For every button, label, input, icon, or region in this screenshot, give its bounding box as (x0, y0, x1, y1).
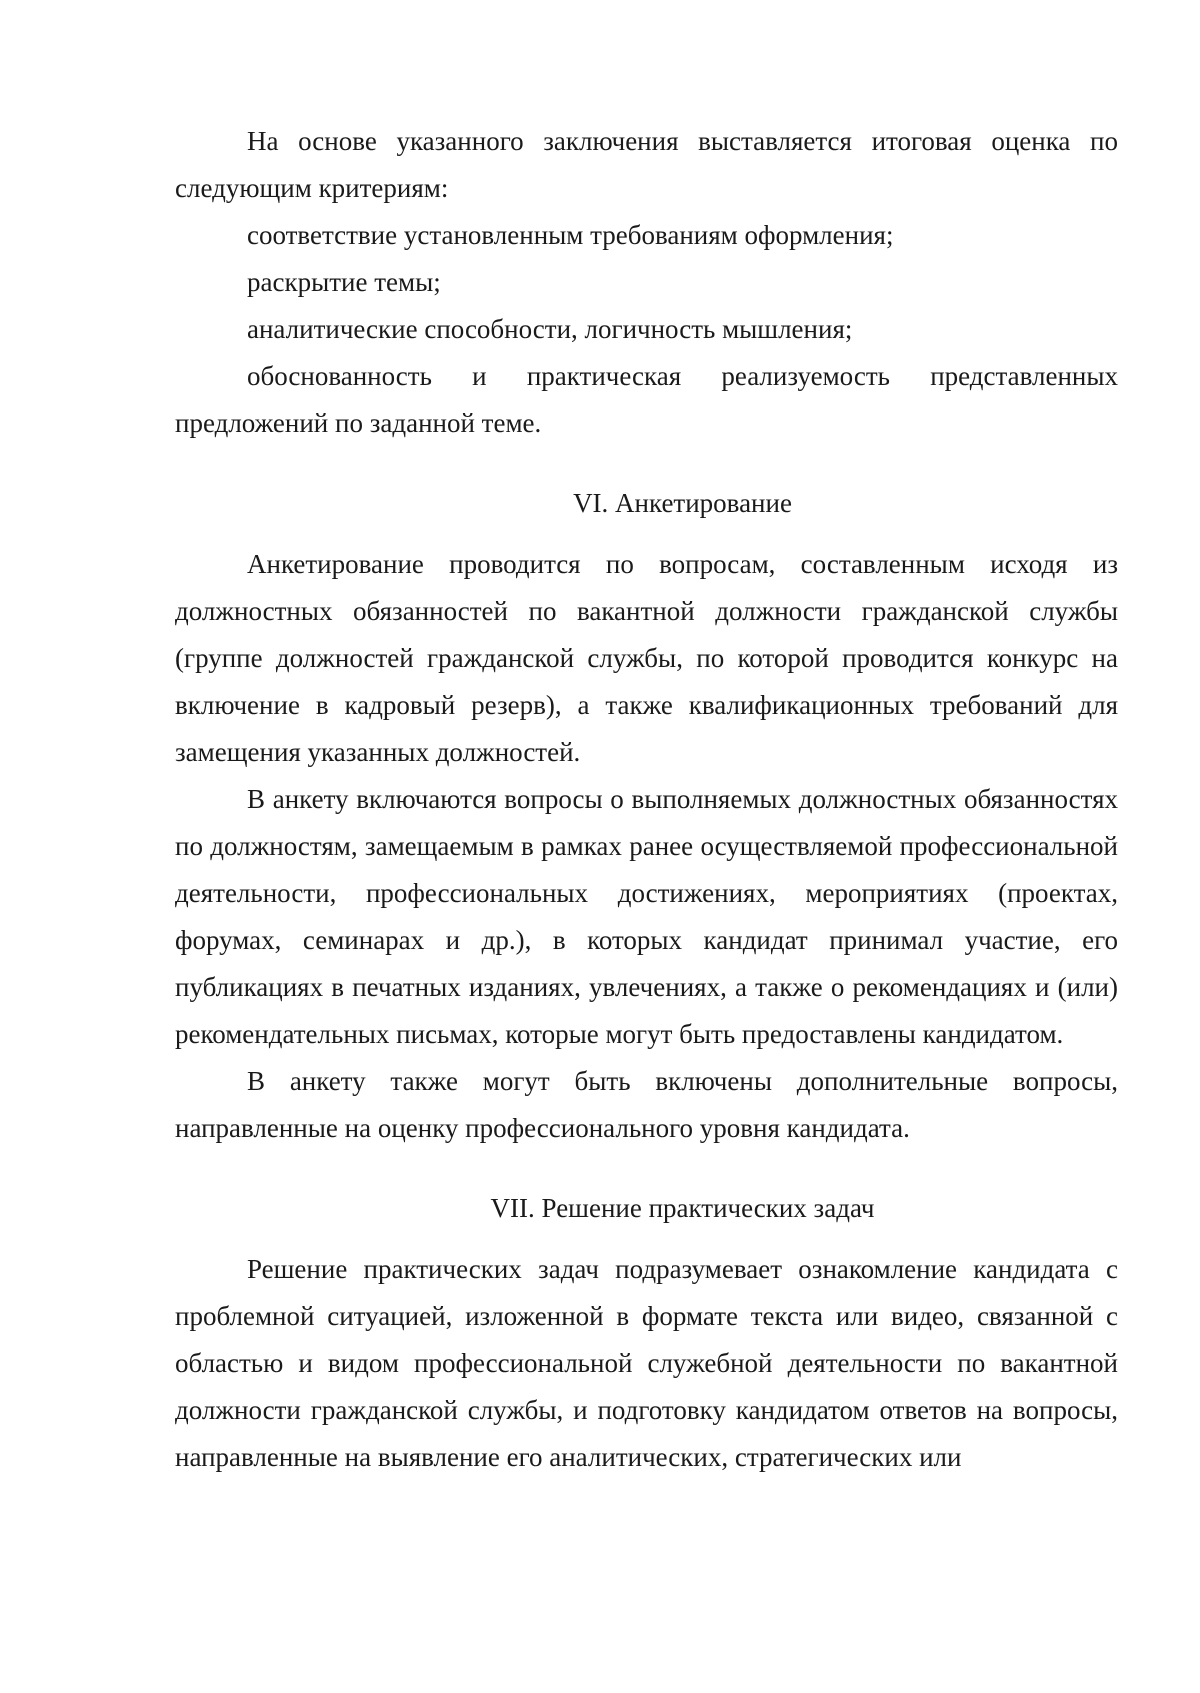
criterion-item: раскрытие темы; (247, 267, 441, 297)
section-heading-vii: VII. Решение практических задач (490, 1193, 875, 1223)
body-paragraph: В анкету также могут быть включены дополнительные вопросы, направленные на оценку профессионального уровня кандидата. (175, 1066, 1118, 1143)
intro-paragraph: На основе указанного заключения выставляется итоговая оценка по следующим критериям: (175, 126, 1118, 203)
section-heading-vi: VI. Анкетирование (573, 488, 792, 518)
criterion-item: обоснованность и практическая реализуемость представленных предложений по заданной теме. (175, 361, 1118, 438)
criterion-item: аналитические способности, логичность мышления; (247, 314, 853, 344)
body-paragraph: Анкетирование проводится по вопросам, составленным исходя из должностных обязанностей по вакантной должности гражданской службы (группе должностей гражданской службы, по которой проводится конкурс на включение в кадровый резерв), а также квалификационных требований для замещения указанных должностей. (175, 549, 1118, 767)
body-paragraph: В анкету включаются вопросы о выполняемых должностных обязанностях по должностям, замещаемым в рамках ранее осуществляемой профессиональной деятельности, профессиональных достижениях, мероприятиях (проектах, форумах, семинарах и др.), в которых кандидат принимал участие, его публикациях в печатных изданиях, увлечениях, а также о рекомендациях и (или) рекомендательных письмах, которые могут быть предоставлены кандидатом. (175, 784, 1118, 1049)
criterion-item: соответствие установленным требованиям оформления; (247, 220, 894, 250)
body-paragraph: Решение практических задач подразумевает ознакомление кандидата с проблемной ситуацией, изложенной в формате текста или видео, связанной с областью и видом профессиональной служебной деятельности по вакантной должности гражданской службы, и подготовку кандидатом ответов на вопросы, направленные на выявление его аналитических, стратегических или (175, 1254, 1118, 1472)
